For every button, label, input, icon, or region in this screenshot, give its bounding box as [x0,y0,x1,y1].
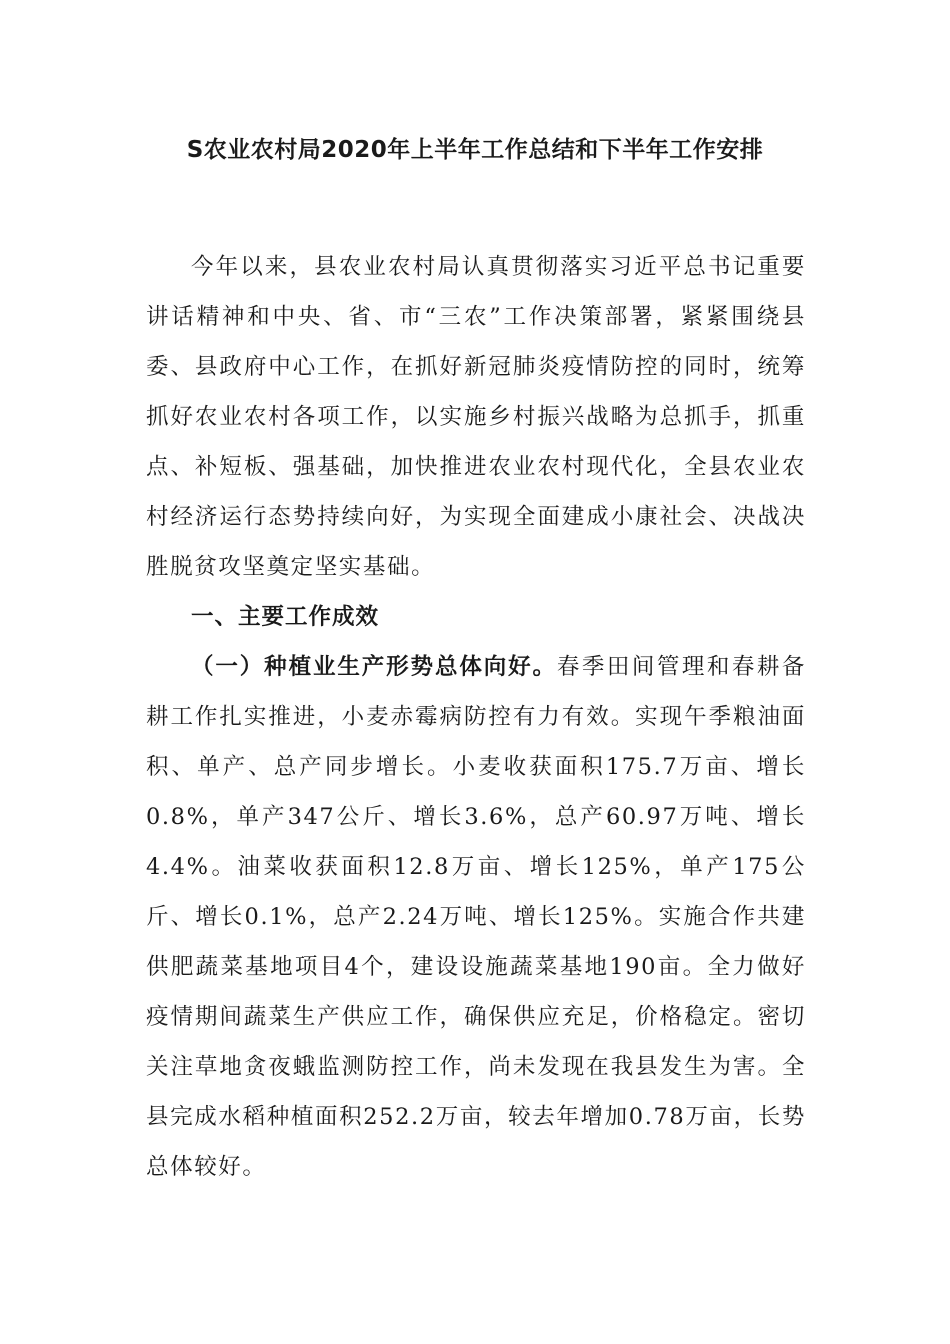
section-heading: 一、主要工作成效 [191,604,380,630]
subsection-paragraph [146,642,806,1192]
document-body [146,242,806,1192]
subsection-text: 春季田间管理和春耕备耕工作扎实推进，小麦赤霉病防控有力有效。实现午季粮油面积、单产、总产同步增长。小麦收获面积175.7万亩、增长0.8%，单产347公斤、增长3.6%，总产60.97万吨、增长4.4%。油菜收获面积12.8万亩、增长125%，单产175公斤、增长0.1%，总产2.24万吨、增长125%。实施合作共建供肥蔬菜基地项目4个，建设设施蔬菜基地190亩。全力做好疫情期间蔬菜生产供应工作，确保供应充足，价格稳定。密切关注草地贪夜蛾监测防控工作，尚未发现在我县发生为害。全县完成水稻种植面积252.2万亩，较去年增加0.78万亩，长势总体较好。 [146,654,806,1180]
subsection-lead: （一）种植业生产形势总体向好。 [191,654,557,680]
document-title: S农业农村局2020年上半年工作总结和下半年工作安排 [186,137,764,163]
intro-paragraph: 今年以来，县农业农村局认真贯彻落实习近平总书记重要讲话精神和中央、省、市“三农”工作决策部署，紧紧围绕县委、县政府中心工作，在抓好新冠肺炎疫情防控的同时，统筹抓好农业农村各项工作，以实施乡村振兴战略为总抓手，抓重点、补短板、强基础，加快推进农业农村现代化，全县农业农村经济运行态势持续向好，为实现全面建成小康社会、决战决胜脱贫攻坚奠定坚实基础。 [146,254,806,580]
